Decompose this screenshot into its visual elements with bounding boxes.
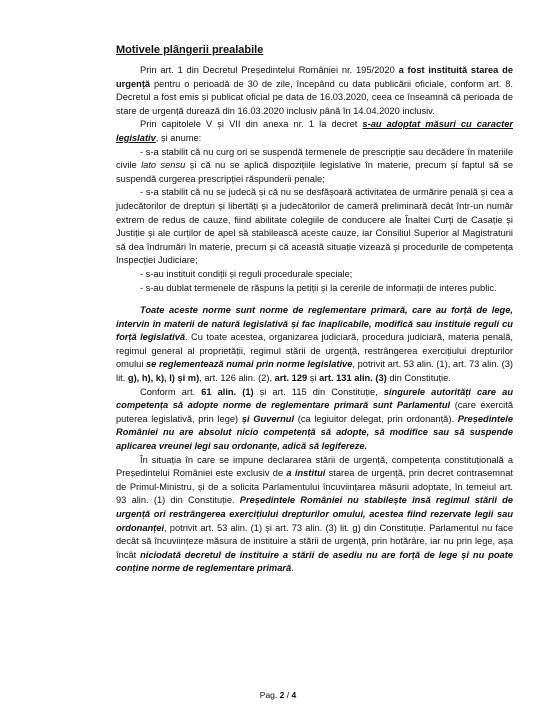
text-run: din Constituție. xyxy=(386,373,451,384)
page-current: 2 xyxy=(279,690,285,700)
text-run-bold: g), h), k), l) și m) xyxy=(127,373,200,384)
text-run: . Cu toate acestea, organizarea judiciară, procedura judiciară, materia penală, regimul general al proprietății, regimul stării de urgență, restrângerea exercițiului drepturilor omului xyxy=(116,332,513,370)
paragraph-competence xyxy=(116,386,513,454)
paragraph-state-of-emergency xyxy=(116,454,513,576)
text-run-emphasis: niciodată decretul de instituire a stării de asediu nu are forță de lege și nu poate conține norme de reglementare primară xyxy=(116,549,513,574)
text-run: pentru o perioadă de 30 de zile, începând cu data publicării oficiale, conform art. 8. Decretul a fost emis și publicat oficial pe data de 16.03.2020, ceea ce înseamnă că perioada de stare de urgență durează din 16.03.2020 inclusiv până în 14.04.2020 inclusiv. xyxy=(116,78,513,116)
list-item xyxy=(116,146,513,187)
text-run: Prin capitolele V și VII din anexa nr. 1 la decret xyxy=(140,119,363,130)
text-run-italic: lato sensu xyxy=(141,160,186,171)
list-item: - s-au dublat termenele de răspuns la petiții și la cererile de informații de interes public. xyxy=(140,282,497,293)
paragraph-decree xyxy=(116,64,513,118)
text-run: . xyxy=(291,563,294,574)
text-run: , și anume: xyxy=(155,132,202,143)
text-run: și xyxy=(307,373,320,384)
text-run: În situația în care se impune declararea stării de urgență, competența constituțională a Președintelui României este exclusiv de xyxy=(116,454,513,479)
text-run: starea de urgență, prin decret contrasemnat de Primul-Ministru, și de a solicita Parlamentului încuviințarea măsurii adoptate, în temeiul art. 93 alin. (1) din Constituție. xyxy=(116,468,513,506)
page-separator: / xyxy=(284,690,292,700)
text-run: (care exercită puterea legislativă, prin lege) xyxy=(116,400,513,424)
list-item: - s-a stabilit că nu se judecă și că nu se desfășoară activitatea de urmărire penală și cea a judecătorilor de drepturi și libertăți și a judecătorilor de cameră preliminară decât într-un număr extrem de redus de cauze, fiind abilitate colegiile de conducere ale Înaltei Curți de Casație și Justiție și ale curților de apel să stabilească aceste cauze, iar Consiliul Superior al Magistraturii să dea îndrumări în materie, precum și că această situație vizează și procedurile de competența Inspecției Judiciare; xyxy=(116,187,513,266)
text-run-emphasis: singurele autorități care au competența să adopte norme de reglementare primară sunt Parlamentul xyxy=(116,386,513,411)
paragraph-primary-norms xyxy=(116,304,513,386)
text-run: - s-a stabilit că nu curg ori se suspendă termenele de prescripție sau decădere în materiile civile xyxy=(116,146,513,171)
text-run-bold: art. 131 alin. (3) xyxy=(319,373,387,384)
text-run-emphasis: și Guvernul xyxy=(241,413,295,424)
paragraph-gap xyxy=(116,295,513,304)
text-run: și art. 115 din Constituție, xyxy=(253,386,384,397)
text-run: Prin art. 1 din Decretul Președintelui României nr. 195/2020 xyxy=(140,65,399,75)
text-run: , potrivit art. 53 alin. (1), art. 73 alin. (3) lit. xyxy=(116,359,513,384)
text-run-emphasis: Toate aceste norme sunt norme de reglementare primară, care au forță de lege, intervin în materii de natură legislativă și fac inaplicabile, modifică sau instituie reguli cu forță legislativă xyxy=(116,305,513,343)
text-run-bold: a fost instituită starea de urgență xyxy=(116,65,513,89)
text-run-bold: art. 129 xyxy=(274,373,308,384)
text-run: , art. 126 alin. (2), xyxy=(199,373,275,384)
text-run-emphasis: s-au adoptat măsuri cu caracter legislativ xyxy=(116,119,513,143)
section-heading: Motivele plângerii prealabile xyxy=(116,44,264,56)
text-run-emphasis: se reglementează numai prin norme legislative xyxy=(146,359,353,370)
text-run: (ca legiuitor delegat, prin ordonanță). xyxy=(294,413,458,424)
page-total: 4 xyxy=(291,690,297,700)
text-run: și că nu se aplică dispozițiile legislative în materie, precum și faptul să se suspendă curgerea prescripției răspunderii penale; xyxy=(116,160,514,184)
text-run-emphasis: Președintele României nu stabilește însă regimul stării de urgență ori restrângerea exercițiului drepturilor omului, acestea fiind rezervate legii sau ordonanței xyxy=(116,495,513,533)
text-run: Conform art. xyxy=(140,386,202,397)
text-run-bold: 61 alin. (1) xyxy=(201,386,254,397)
document-body xyxy=(116,64,513,576)
page-number xyxy=(0,690,556,700)
paragraph-chapters xyxy=(116,118,513,145)
page-label: Pag. xyxy=(259,690,280,700)
text-run-emphasis: a institui xyxy=(286,468,326,479)
list-item: - s-au instituit condiții și reguli procedurale speciale; xyxy=(140,268,353,279)
text-run-emphasis: Președintele României nu are absolut nicio competență să adopte, să modifice sau să suspende aplicarea vreunei legi sau ordonanțe, adică să legifereze. xyxy=(116,413,514,452)
text-run: , potrivit art. 53 alin. (1) și art. 73 alin. (3) lit. g) din Constituție. Parlamentul nu face decât să încuviințeze măsura de instituire a stării de urgență, prin hotărâre, iar nu prin lege, așa încât xyxy=(116,522,513,560)
